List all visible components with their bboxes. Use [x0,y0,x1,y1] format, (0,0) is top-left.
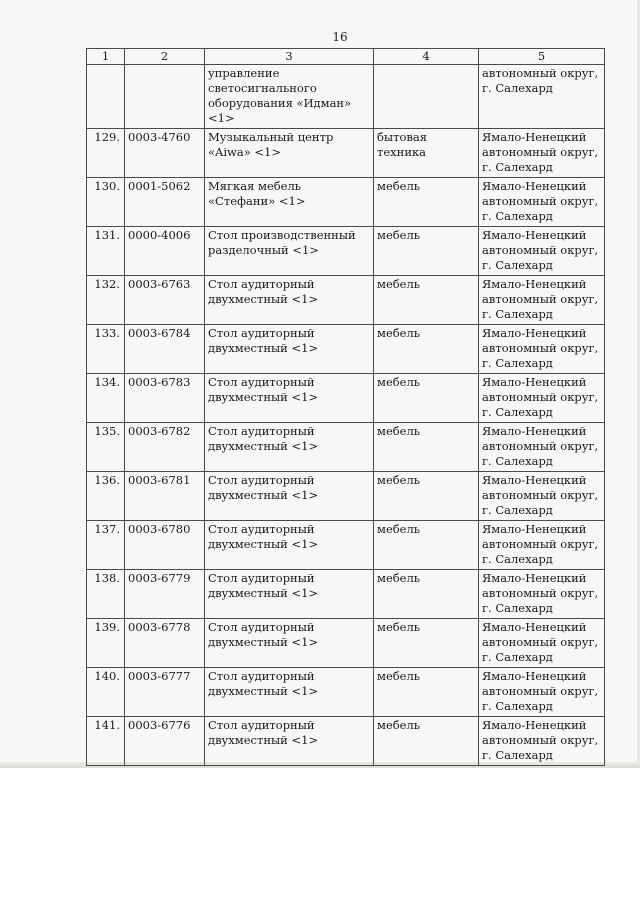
item-category: мебель [374,423,479,472]
item-location: Ямало-Ненецкий автономный округ, г. Салехард [479,178,605,227]
inventory-code: 0000-4006 [125,227,205,276]
item-name: Стол аудиторный двухместный <1> [205,374,374,423]
item-location: Ямало-Ненецкий автономный округ, г. Салехард [479,227,605,276]
inventory-code: 0003-6777 [125,668,205,717]
row-number: 137. [87,521,125,570]
item-name: Стол аудиторный двухместный <1> [205,570,374,619]
table-row [87,374,605,423]
item-location: Ямало-Ненецкий автономный округ, г. Салехард [479,325,605,374]
table-row [87,472,605,521]
item-location: Ямало-Ненецкий автономный округ, г. Салехард [479,521,605,570]
row-number: 141. [87,717,125,766]
column-number: 3 [205,49,374,65]
item-location: Ямало-Ненецкий автономный округ, г. Салехард [479,374,605,423]
table-row [87,227,605,276]
item-name: Музыкальный центр «Aiwa» <1> [205,129,374,178]
item-location: автономный округ, г. Салехард [479,65,605,129]
item-category: мебель [374,178,479,227]
row-number: 131. [87,227,125,276]
item-category: мебель [374,374,479,423]
item-name: Стол аудиторный двухместный <1> [205,276,374,325]
item-name: Стол аудиторный двухместный <1> [205,472,374,521]
item-name: Стол производственный разделочный <1> [205,227,374,276]
inventory-code: 0003-6783 [125,374,205,423]
item-location: Ямало-Ненецкий автономный округ, г. Салехард [479,619,605,668]
inventory-code [125,65,205,129]
column-number: 1 [87,49,125,65]
column-number: 2 [125,49,205,65]
table-row [87,325,605,374]
item-name: Стол аудиторный двухместный <1> [205,619,374,668]
column-number: 5 [479,49,605,65]
item-category: мебель [374,619,479,668]
row-number: 135. [87,423,125,472]
table-row [87,423,605,472]
item-category: бытовая техника [374,129,479,178]
item-category [374,65,479,129]
item-location: Ямало-Ненецкий автономный округ, г. Салехард [479,472,605,521]
page-number: 16 [332,30,348,44]
item-category: мебель [374,276,479,325]
row-number: 136. [87,472,125,521]
row-number: 138. [87,570,125,619]
item-name: Стол аудиторный двухместный <1> [205,521,374,570]
inventory-code: 0001-5062 [125,178,205,227]
item-name: Стол аудиторный двухместный <1> [205,668,374,717]
table-row [87,570,605,619]
item-category: мебель [374,717,479,766]
row-number: 133. [87,325,125,374]
inventory-code: 0003-6776 [125,717,205,766]
inventory-code: 0003-6778 [125,619,205,668]
item-name: Стол аудиторный двухместный <1> [205,423,374,472]
column-number-row [87,49,605,65]
item-location: Ямало-Ненецкий автономный округ, г. Салехард [479,717,605,766]
item-name: Мягкая мебель «Стефани» <1> [205,178,374,227]
property-table [86,48,605,766]
inventory-code: 0003-6784 [125,325,205,374]
item-category: мебель [374,227,479,276]
table-row [87,276,605,325]
row-number: 129. [87,129,125,178]
table-row [87,619,605,668]
item-category: мебель [374,668,479,717]
column-number: 4 [374,49,479,65]
inventory-code: 0003-6780 [125,521,205,570]
table-row [87,129,605,178]
item-name: управление светосигнального оборудования «Идман» <1> [205,65,374,129]
item-category: мебель [374,325,479,374]
table-row [87,521,605,570]
row-number: 132. [87,276,125,325]
table-row-continuation [87,65,605,129]
item-name: Стол аудиторный двухместный <1> [205,325,374,374]
inventory-code: 0003-4760 [125,129,205,178]
row-number [87,65,125,129]
item-category: мебель [374,570,479,619]
row-number: 139. [87,619,125,668]
inventory-code: 0003-6779 [125,570,205,619]
item-location: Ямало-Ненецкий автономный округ, г. Салехард [479,570,605,619]
table-row [87,668,605,717]
inventory-code: 0003-6782 [125,423,205,472]
row-number: 130. [87,178,125,227]
item-location: Ямало-Ненецкий автономный округ, г. Салехард [479,423,605,472]
inventory-code: 0003-6781 [125,472,205,521]
inventory-code: 0003-6763 [125,276,205,325]
item-location: Ямало-Ненецкий автономный округ, г. Салехард [479,129,605,178]
row-number: 140. [87,668,125,717]
item-category: мебель [374,521,479,570]
item-location: Ямало-Ненецкий автономный округ, г. Салехард [479,668,605,717]
row-number: 134. [87,374,125,423]
item-category: мебель [374,472,479,521]
item-name: Стол аудиторный двухместный <1> [205,717,374,766]
item-location: Ямало-Ненецкий автономный округ, г. Салехард [479,276,605,325]
table-row [87,178,605,227]
table-row [87,717,605,766]
